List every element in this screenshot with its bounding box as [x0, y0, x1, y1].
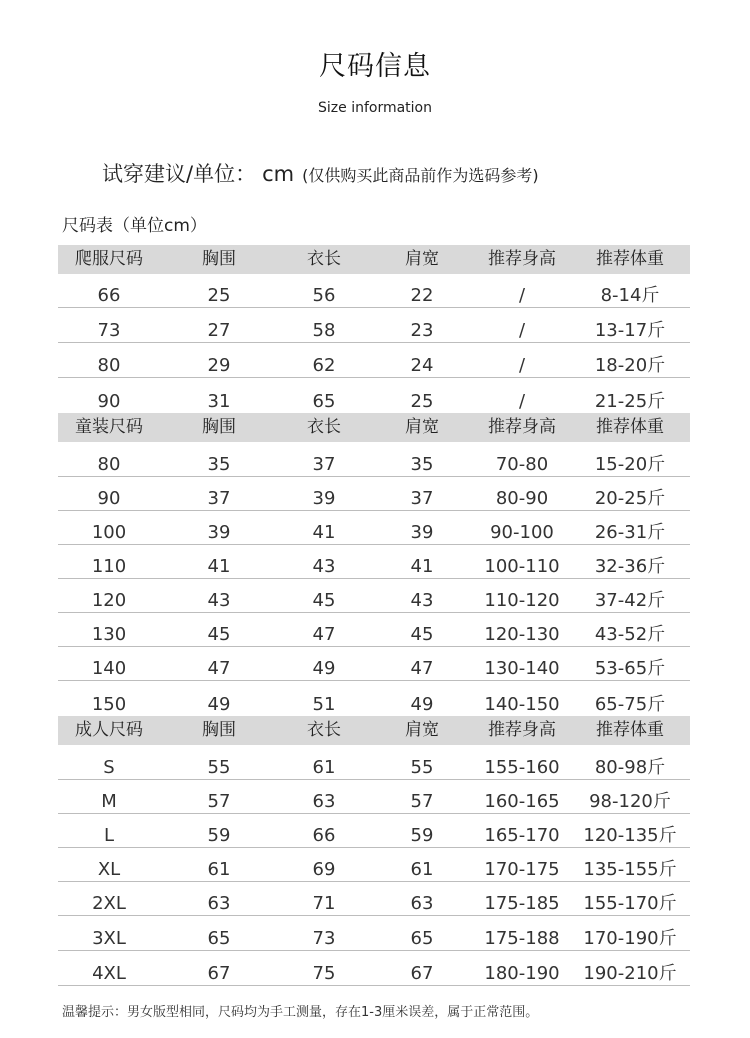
table-cell: 73 [97, 320, 121, 341]
header-cell: 胸围 [202, 417, 236, 437]
table-cell: 37 [312, 454, 336, 475]
table-row [58, 814, 690, 848]
table-row [58, 477, 690, 511]
header-cell: 成人尺码 [75, 720, 143, 740]
table-cell: 80-98斤 [594, 757, 666, 778]
table-cell: 25 [410, 391, 434, 412]
header-cell: 推荐身高 [488, 720, 556, 740]
table-cell: 41 [207, 556, 231, 577]
table-row [58, 378, 690, 413]
table-cell: 175-188 [484, 928, 560, 949]
table-cell: 67 [410, 963, 434, 984]
table-cell: 23 [410, 320, 434, 341]
table-cell: 61 [312, 757, 336, 778]
table-cell: M [101, 791, 117, 812]
table-cell: 63 [312, 791, 336, 812]
table-cell: 80 [97, 454, 121, 475]
table-cell: 170-190斤 [583, 928, 677, 949]
table-cell: 61 [410, 859, 434, 880]
table-cell: 45 [207, 624, 231, 645]
table-cell: 13-17斤 [594, 320, 666, 341]
table-row [58, 308, 690, 343]
table-row [58, 343, 690, 378]
table-cell: 65 [207, 928, 231, 949]
table-cell: 39 [207, 522, 231, 543]
table-cell: 63 [207, 893, 231, 914]
header-cell: 衣长 [307, 249, 341, 269]
table-cell: / [518, 391, 526, 412]
table-cell: 69 [312, 859, 336, 880]
table-cell: / [518, 320, 526, 341]
table-cell: 45 [312, 590, 336, 611]
table-cell: 43 [312, 556, 336, 577]
table-cell: 43-52斤 [594, 624, 666, 645]
table-cell: 155-170斤 [583, 893, 677, 914]
table-cell: 66 [312, 825, 336, 846]
table-cell: 120-130 [484, 624, 560, 645]
table-cell: 29 [207, 355, 231, 376]
table-cell: 155-160 [484, 757, 560, 778]
table-cell: 140 [91, 658, 127, 679]
table-row [58, 647, 690, 681]
table-cell: 37 [207, 488, 231, 509]
header-cell: 衣长 [307, 417, 341, 437]
table-cell: 110 [91, 556, 127, 577]
table-cell: 55 [207, 757, 231, 778]
table-row [58, 745, 690, 780]
table-cell: 21-25斤 [594, 391, 666, 412]
advice-note: (仅供购买此商品前作为选码参考) [302, 166, 539, 185]
table-cell: 165-170 [484, 825, 560, 846]
table-cell: 80-90 [495, 488, 549, 509]
table-cell: 45 [410, 624, 434, 645]
header-cell: 推荐体重 [596, 720, 664, 740]
table-cell: 47 [312, 624, 336, 645]
table-cell: 49 [207, 694, 231, 715]
table-cell: 63 [410, 893, 434, 914]
size-table [58, 245, 690, 986]
table-cell: 70-80 [495, 454, 549, 475]
table-cell: 22 [410, 285, 434, 306]
table-row [58, 848, 690, 882]
table-row [58, 681, 690, 716]
crawl-suit-section-header [58, 245, 690, 274]
table-row [58, 511, 690, 545]
table-cell: 160-165 [484, 791, 560, 812]
header-cell: 爬服尺码 [75, 249, 143, 269]
table-cell: 37-42斤 [594, 590, 666, 611]
header-cell: 衣长 [307, 720, 341, 740]
page-title: 尺码信息 [319, 51, 431, 82]
table-cell: 8-14斤 [600, 285, 660, 306]
table-cell: 26-31斤 [594, 522, 666, 543]
table-cell: 65 [312, 391, 336, 412]
table-cell: 98-120斤 [589, 791, 671, 812]
table-cell: 27 [207, 320, 231, 341]
table-cell: 56 [312, 285, 336, 306]
header-cell: 推荐体重 [596, 417, 664, 437]
table-cell: 71 [312, 893, 336, 914]
table-row [58, 274, 690, 308]
table-cell: 39 [312, 488, 336, 509]
table-cell: / [518, 285, 526, 306]
header-cell: 童装尺码 [75, 417, 143, 437]
table-cell: 100-110 [484, 556, 560, 577]
table-cell: / [518, 355, 526, 376]
header-cell: 肩宽 [405, 417, 439, 437]
table-cell: 130 [91, 624, 127, 645]
table-cell: 140-150 [484, 694, 560, 715]
table-cell: 37 [410, 488, 434, 509]
table-cell: 90-100 [490, 522, 554, 543]
table-cell: 66 [97, 285, 121, 306]
table-cell: L [103, 825, 115, 846]
table-row [58, 882, 690, 916]
header-cell: 推荐身高 [488, 417, 556, 437]
table-cell: 120 [91, 590, 127, 611]
table-cell: 20-25斤 [594, 488, 666, 509]
advice-label: 试穿建议/单位： [102, 162, 257, 186]
table-cell: 57 [207, 791, 231, 812]
table-cell: 190-210斤 [583, 963, 677, 984]
table-row [58, 545, 690, 579]
table-cell: 62 [312, 355, 336, 376]
table-cell: 130-140 [484, 658, 560, 679]
table-cell: 4XL [92, 963, 126, 984]
table-cell: 65-75斤 [594, 694, 666, 715]
table-cell: 51 [312, 694, 336, 715]
table-cell: 58 [312, 320, 336, 341]
header-cell: 推荐身高 [488, 249, 556, 269]
fitting-advice [102, 158, 539, 188]
table-cell: 65 [410, 928, 434, 949]
table-cell: 90 [97, 391, 121, 412]
table-row [58, 916, 690, 951]
table-cell: 24 [410, 355, 434, 376]
table-cell: 43 [207, 590, 231, 611]
table-cell: 47 [207, 658, 231, 679]
table-cell: 73 [312, 928, 336, 949]
table-cell: 150 [91, 694, 127, 715]
table-cell: 31 [207, 391, 231, 412]
table-cell: 120-135斤 [583, 825, 677, 846]
table-row [58, 951, 690, 986]
table-cell: 41 [312, 522, 336, 543]
table-cell: 55 [410, 757, 434, 778]
table-cell: 3XL [92, 928, 126, 949]
table-cell: 39 [410, 522, 434, 543]
table-cell: XL [97, 859, 121, 880]
table-cell: 59 [410, 825, 434, 846]
table-cell: 67 [207, 963, 231, 984]
table-row [58, 442, 690, 477]
table-row [58, 780, 690, 814]
table-row [58, 613, 690, 647]
page-subtitle: Size information [318, 100, 432, 116]
footer-note: 温馨提示：男女版型相同，尺码均为手工测量，存在1-3厘米误差，属于正常范围。 [62, 1005, 539, 1020]
adult-section-header [58, 716, 690, 745]
table-cell: S [103, 757, 115, 778]
table-cell: 18-20斤 [594, 355, 666, 376]
table-cell: 61 [207, 859, 231, 880]
table-cell: 135-155斤 [583, 859, 677, 880]
table-cell: 57 [410, 791, 434, 812]
table-cell: 35 [410, 454, 434, 475]
table-cell: 49 [410, 694, 434, 715]
table-cell: 25 [207, 285, 231, 306]
table-cell: 2XL [92, 893, 126, 914]
table-cell: 80 [97, 355, 121, 376]
size-table-title: 尺码表（单位cm） [62, 216, 207, 236]
table-cell: 170-175 [484, 859, 560, 880]
table-cell: 90 [97, 488, 121, 509]
table-cell: 75 [312, 963, 336, 984]
table-cell: 15-20斤 [594, 454, 666, 475]
table-cell: 110-120 [484, 590, 560, 611]
table-cell: 43 [410, 590, 434, 611]
table-cell: 59 [207, 825, 231, 846]
table-cell: 49 [312, 658, 336, 679]
table-cell: 41 [410, 556, 434, 577]
header-cell: 肩宽 [405, 720, 439, 740]
table-cell: 35 [207, 454, 231, 475]
header-cell: 胸围 [202, 720, 236, 740]
header-cell: 胸围 [202, 249, 236, 269]
table-cell: 47 [410, 658, 434, 679]
header-cell: 肩宽 [405, 249, 439, 269]
table-cell: 100 [91, 522, 127, 543]
table-cell: 175-185 [484, 893, 560, 914]
kids-section-header [58, 413, 690, 442]
table-cell: 32-36斤 [594, 556, 666, 577]
table-cell: 53-65斤 [594, 658, 666, 679]
table-row [58, 579, 690, 613]
advice-unit: cm [262, 162, 295, 186]
header-cell: 推荐体重 [596, 249, 664, 269]
table-cell: 180-190 [484, 963, 560, 984]
